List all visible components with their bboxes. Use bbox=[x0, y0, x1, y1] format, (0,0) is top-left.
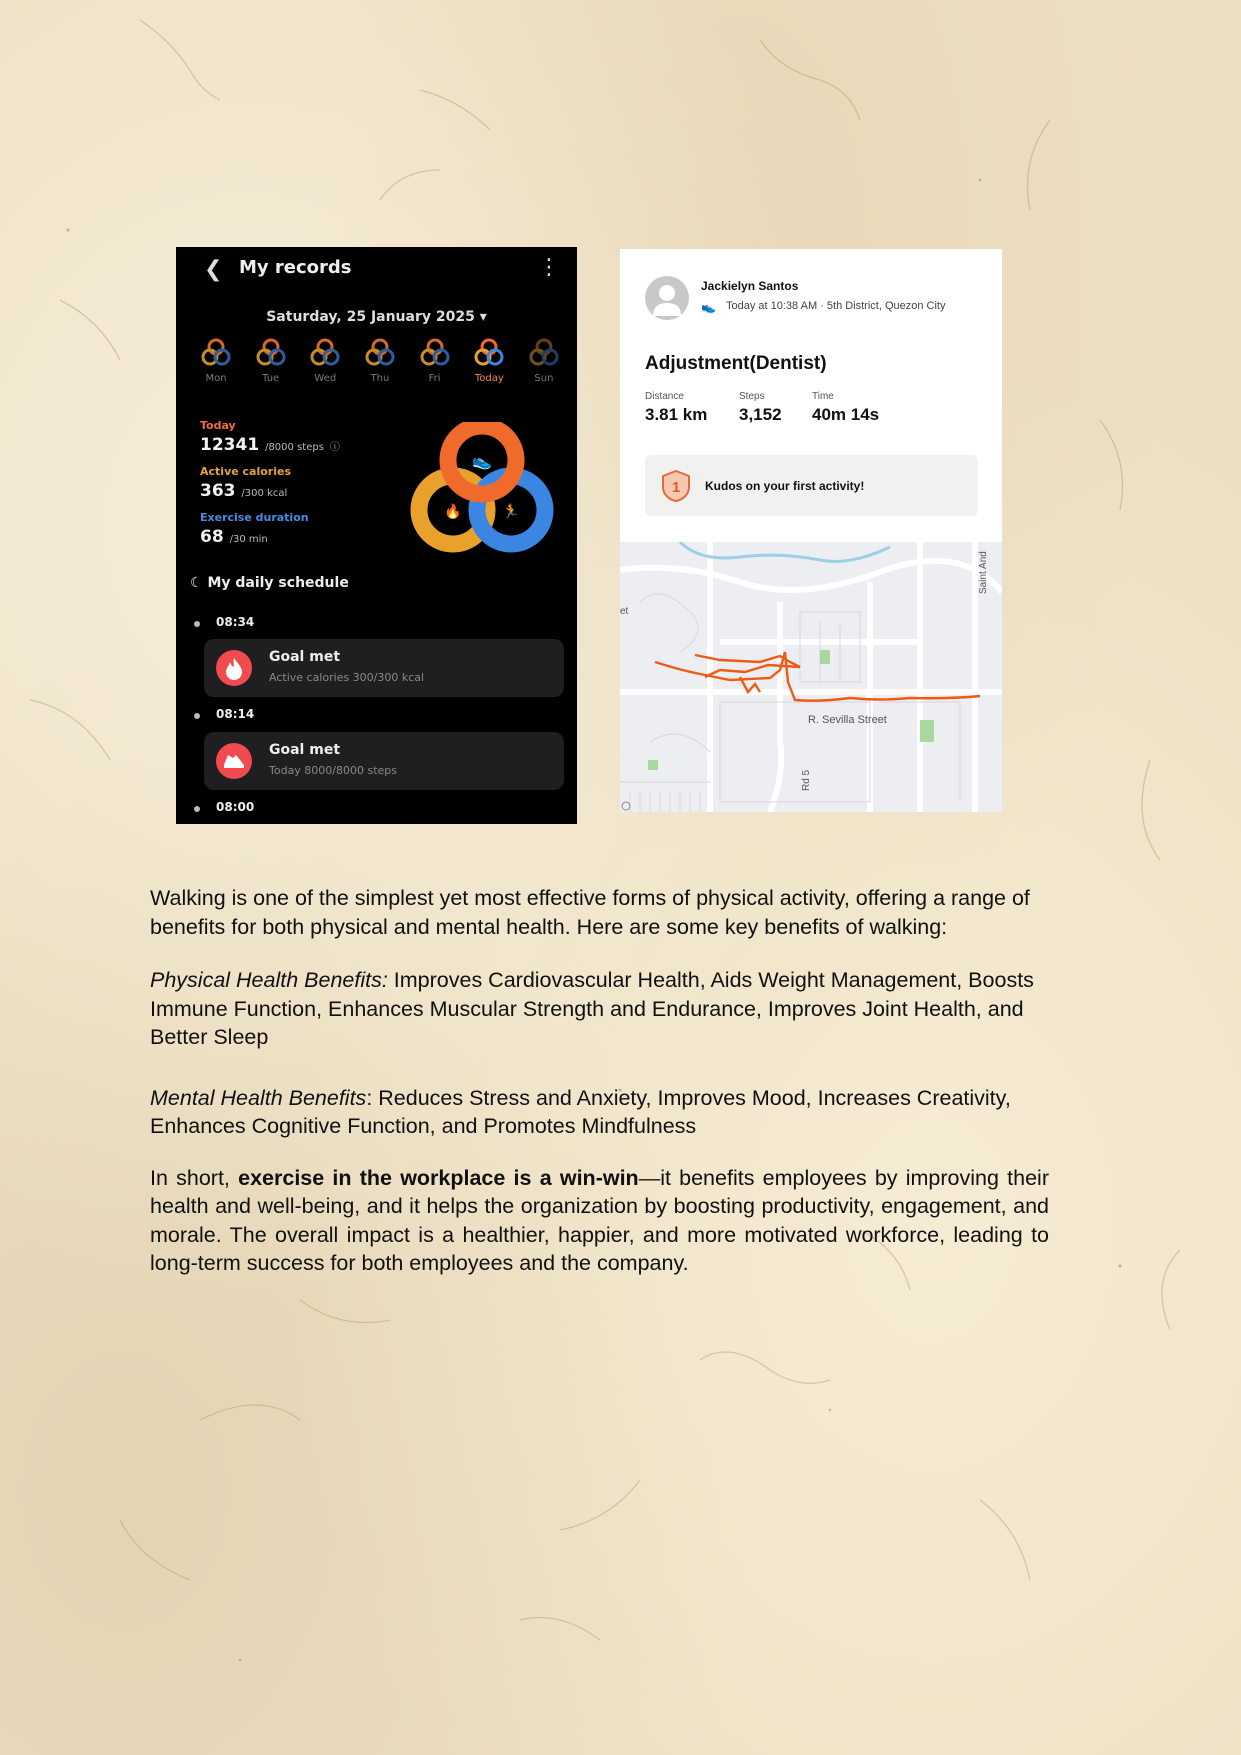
conclusion-emphasis: exercise in the workplace is a win-win bbox=[238, 1165, 639, 1190]
app-bar bbox=[176, 247, 577, 289]
stat-label: Steps bbox=[739, 391, 765, 402]
date-selector[interactable] bbox=[176, 309, 577, 325]
rings-icon bbox=[525, 337, 563, 367]
saint-label: Saint And bbox=[978, 551, 989, 594]
more-options-icon[interactable]: ⋮ bbox=[538, 255, 560, 280]
exercise-count: 68 bbox=[200, 527, 224, 547]
activity-meta: Today at 10:38 AM · 5th District, Quezon City bbox=[726, 300, 946, 312]
moon-icon: ☾ bbox=[190, 575, 208, 591]
activity-title: Adjustment(Dentist) bbox=[645, 353, 827, 374]
steps-goal: /8000 steps bbox=[265, 442, 324, 453]
card-detail: Today 8000/8000 steps bbox=[269, 764, 398, 777]
conclusion-rest: —it benefits employees by improving their health and well-being, and it helps the organization by boosting productivity, engagement, and morale. The overall impact is a healthier, happier, and more motivated workforce, leading to long-term success for both employees and the company. bbox=[150, 1165, 1049, 1275]
calories-count: 363 bbox=[200, 481, 236, 501]
badge-number: 1 bbox=[671, 479, 681, 496]
day-thu[interactable] bbox=[354, 337, 406, 384]
mental-benefits-paragraph bbox=[150, 1084, 1049, 1141]
schedule-time: 08:00 bbox=[216, 800, 255, 814]
shoe-icon: 👟 bbox=[472, 451, 492, 470]
stat-value: 3.81 km bbox=[645, 405, 708, 424]
day-label: Fri bbox=[428, 373, 441, 384]
intro-paragraph: Walking is one of the simplest yet most effective forms of physical activity, offering a range of benefits for both physical and mental health. Here are some key benefits of walking: bbox=[150, 886, 1030, 939]
road-label: Rd 5 bbox=[801, 769, 812, 791]
back-arrow-icon[interactable]: ❮ bbox=[204, 257, 223, 282]
first-activity-badge-icon bbox=[661, 470, 691, 502]
card-title: Goal met bbox=[269, 649, 341, 665]
schedule-time: 08:34 bbox=[216, 615, 255, 629]
day-mon[interactable] bbox=[190, 337, 242, 384]
exercise-value bbox=[200, 527, 268, 547]
rings-icon bbox=[470, 337, 508, 367]
activity-rings-chart bbox=[402, 422, 562, 562]
stat-value: 40m 14s bbox=[812, 405, 880, 424]
day-label: Wed bbox=[314, 373, 337, 384]
exercise-label: Exercise duration bbox=[200, 511, 309, 524]
card-title: Goal met bbox=[269, 742, 341, 758]
timeline-dot bbox=[194, 621, 200, 627]
conclusion-paragraph bbox=[150, 1164, 1049, 1278]
runner-icon: 🏃 bbox=[502, 504, 520, 520]
schedule-header bbox=[190, 575, 349, 591]
stat-distance bbox=[645, 391, 707, 425]
shoe-glyph bbox=[216, 743, 252, 779]
calories-label: Active calories bbox=[200, 465, 291, 478]
rings-icon bbox=[197, 337, 235, 367]
timeline-dot bbox=[194, 713, 200, 719]
calories-goal: /300 kcal bbox=[241, 488, 288, 499]
street-label: R. Sevilla Street bbox=[808, 714, 887, 726]
rings-icon bbox=[252, 337, 290, 367]
conclusion-lead: In short, bbox=[150, 1165, 239, 1190]
flame-icon: 🔥 bbox=[444, 504, 462, 520]
rings-icon bbox=[416, 337, 454, 367]
stat-time bbox=[812, 391, 879, 425]
day-today[interactable] bbox=[463, 337, 515, 384]
shoe-icon bbox=[216, 743, 252, 779]
exercise-goal: /30 min bbox=[229, 534, 268, 545]
avatar[interactable] bbox=[645, 276, 689, 320]
schedule-card-calories[interactable] bbox=[204, 639, 564, 697]
screen-title: My records bbox=[239, 257, 352, 278]
day-label: Today bbox=[474, 373, 504, 384]
calories-value bbox=[200, 481, 287, 501]
week-strip bbox=[190, 337, 570, 384]
mental-benefits-label: Mental Health Benefits bbox=[150, 1085, 367, 1110]
info-icon[interactable]: ⓘ bbox=[329, 442, 340, 453]
rings-icon bbox=[306, 337, 344, 367]
kudos-banner bbox=[645, 455, 978, 516]
physical-benefits-paragraph bbox=[150, 966, 1049, 1052]
date-label: Saturday, 25 January 2025 bbox=[266, 309, 475, 325]
rings-icon bbox=[361, 337, 399, 367]
stat-label: Distance bbox=[645, 391, 684, 402]
schedule-card-steps[interactable] bbox=[204, 732, 564, 790]
activity-screenshot bbox=[620, 249, 1002, 812]
athlete-name[interactable]: Jackielyn Santos bbox=[701, 279, 799, 293]
timeline-dot bbox=[194, 806, 200, 812]
day-label: Thu bbox=[370, 373, 390, 384]
schedule-title: My daily schedule bbox=[207, 575, 349, 591]
stat-value: 3,152 bbox=[739, 405, 782, 424]
day-sun[interactable] bbox=[518, 337, 570, 384]
day-label: Tue bbox=[262, 373, 280, 384]
edge-label: et bbox=[620, 606, 629, 617]
card-detail: Active calories 300/300 kcal bbox=[269, 671, 425, 684]
flame-icon bbox=[216, 650, 252, 686]
steps-value bbox=[200, 435, 340, 455]
day-wed[interactable] bbox=[299, 337, 351, 384]
dropdown-arrow-icon: ▾ bbox=[479, 309, 487, 325]
stat-steps bbox=[739, 391, 782, 425]
physical-benefits-label: Physical Health Benefits: bbox=[150, 968, 388, 992]
steps-count: 12341 bbox=[200, 435, 260, 455]
schedule-time: 08:14 bbox=[216, 707, 255, 721]
map-canvas bbox=[620, 542, 1002, 812]
physical-benefits-text: Improves Cardiovascular Health, Aids Weight Management, Boosts Immune Function, Enhances Muscular Strength and Endurance, Improves Joint Health, and Better Sleep bbox=[150, 968, 1034, 1049]
flame-glyph bbox=[216, 650, 252, 686]
shoe-icon: 👟 bbox=[701, 300, 716, 314]
day-label: Sun bbox=[534, 373, 554, 384]
mental-benefits-text: : Reduces Stress and Anxiety, Improves Mood, Increases Creativity, Enhances Cognitive Function, and Promotes Mindfulness bbox=[150, 1085, 1011, 1138]
steps-label: Today bbox=[200, 419, 236, 432]
user-icon bbox=[645, 276, 689, 320]
day-label: Mon bbox=[205, 373, 227, 384]
records-screenshot bbox=[176, 247, 577, 824]
day-fri[interactable] bbox=[409, 337, 461, 384]
article-body bbox=[150, 884, 1049, 1278]
stat-label: Time bbox=[812, 391, 834, 402]
kudos-text: Kudos on your first activity! bbox=[705, 479, 865, 493]
route-map[interactable] bbox=[620, 542, 1002, 812]
day-tue[interactable] bbox=[245, 337, 297, 384]
